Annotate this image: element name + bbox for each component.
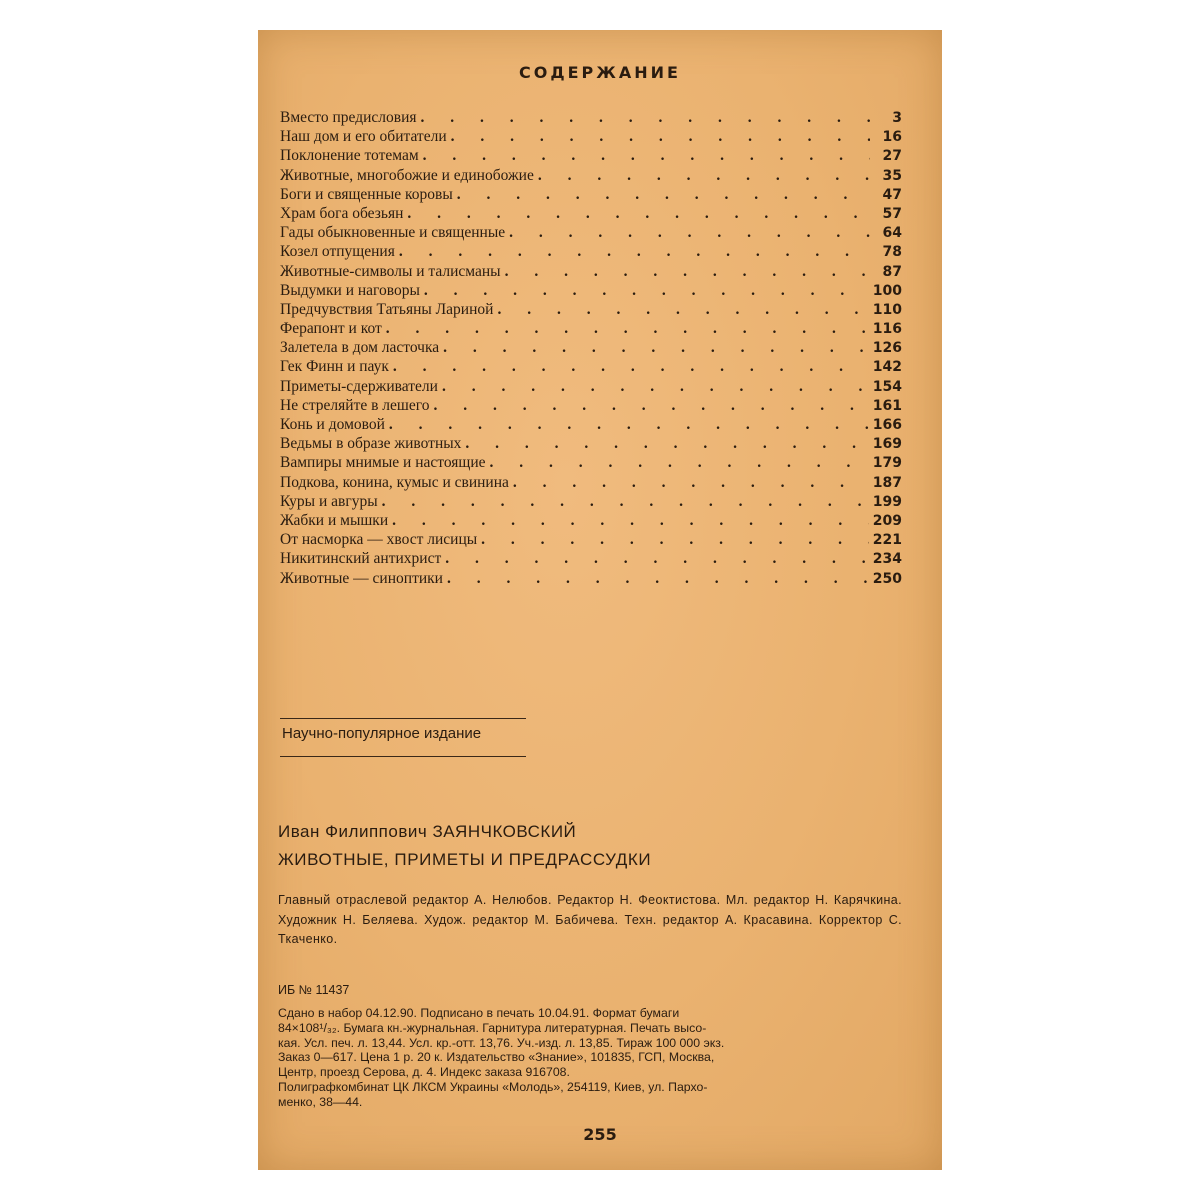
toc-entry-label: Вместо предисловия	[280, 109, 417, 126]
toc-entry-page: 110	[872, 301, 902, 318]
toc-entry-page: 3	[892, 110, 902, 126]
toc-entry-label: Козел отпущения	[280, 243, 395, 261]
toc-entry-label: Наш дом и его обитатели	[280, 128, 447, 146]
toc-leader-dots	[481, 530, 869, 549]
toc-entry-page: 199	[872, 493, 902, 510]
toc-entry-page: 234	[872, 551, 902, 568]
toc-entry-label: Выдумки и наговоры	[280, 281, 420, 299]
toc-leader-dots	[442, 377, 869, 396]
print-details	[278, 1006, 902, 1110]
toc-leader-dots	[497, 300, 868, 319]
toc-entry-label: Животные-символы и талисманы	[280, 262, 501, 280]
toc-leader-dots	[407, 204, 870, 223]
toc-entry-label: Залетела в дом ласточка	[280, 339, 440, 357]
toc-leader-dots	[538, 166, 870, 185]
toc-leader-dots	[421, 108, 871, 127]
toc-entry	[280, 569, 902, 588]
toc-entry-page: 78	[882, 244, 902, 261]
toc-entry-page: 16	[882, 129, 902, 146]
toc-entry-label: Боги и священные коровы	[280, 185, 453, 203]
toc-leader-dots	[399, 242, 870, 261]
toc-entry-page: 87	[882, 263, 902, 280]
toc-leader-dots	[447, 569, 869, 588]
editorial-credits: Главный отраслевой редактор А. Нелюбов. Редактор Н. Феоктистова. Мл. редактор Н. Карячкина. Художник Н. Беляева. Худож. редактор М. Бабичева. Техн. редактор А. Красавина. Корректор С. Ткаченко.	[278, 893, 902, 946]
toc-title: СОДЕРЖАНИЕ	[519, 63, 681, 82]
book-title: ЖИВОТНЫЕ, ПРИМЕТЫ И ПРЕДРАССУДКИ	[278, 850, 652, 869]
toc-entry	[280, 300, 902, 319]
toc-entry-label: Предчувствия Татьяны Лариной	[280, 300, 494, 318]
author-surname: ЗАЯНЧКОВСКИЙ	[432, 822, 577, 841]
toc-entry-page: 250	[872, 570, 902, 587]
toc-leader-dots	[433, 396, 868, 415]
toc-entry-label: Не стреляйте в лешего	[280, 396, 430, 414]
toc-entry-page: 209	[872, 512, 902, 529]
toc-entry-page: 142	[872, 359, 902, 376]
toc-entry-label: Приметы-сдерживатели	[280, 377, 438, 395]
print-details-line: Полиграфкомбинат ЦК ЛКСМ Украины «Молодь», 254119, Киев, ул. Пархо-	[278, 1079, 708, 1094]
toc-entry-label: Ферапонт и кот	[280, 320, 382, 338]
toc-entry-page: 166	[872, 417, 902, 433]
toc-entry-page: 154	[872, 378, 902, 395]
toc-entry-page: 57	[882, 205, 902, 222]
print-details-line: Заказ 0—617. Цена 1 р. 20 к. Издательство «Знание», 101835, ГСП, Москва,	[278, 1050, 715, 1065]
toc-entry	[280, 204, 902, 223]
toc-leader-dots	[505, 262, 870, 281]
toc-entry-page: 35	[882, 167, 902, 184]
toc-entry	[280, 319, 902, 338]
toc-entry-page: 64	[882, 225, 902, 242]
toc-entry-label: Гады обыкновенные и священные	[280, 224, 506, 242]
toc-entry	[280, 127, 902, 146]
toc-entry-page: 47	[882, 186, 902, 203]
toc-leader-dots	[393, 357, 869, 376]
toc-entry-page: 126	[872, 340, 902, 357]
print-details-line: 84×108¹/₃₂. Бумага кн.-журнальная. Гарнитура литературная. Печать высо-	[278, 1020, 707, 1035]
toc-leader-dots	[465, 434, 868, 453]
print-details-line: менко, 38—44.	[278, 1094, 363, 1109]
toc-entry-page: 187	[872, 474, 902, 491]
toc-leader-dots	[451, 127, 870, 146]
toc-leader-dots	[513, 473, 869, 492]
toc-entry-label: Гек Финн и паук	[280, 358, 389, 376]
toc-entry	[280, 242, 902, 261]
ib-number: ИБ № 11437	[278, 983, 350, 997]
toc-entry	[280, 262, 902, 281]
toc-entry	[280, 434, 902, 453]
toc-entry	[280, 549, 902, 568]
toc-entry	[280, 185, 902, 204]
print-details-line: кая. Усл. печ. л. 13,44. Усл. кр.-отт. 13,76. Уч.-изд. л. 13,85. Тираж 100 000 экз.	[278, 1035, 725, 1050]
book-page	[258, 30, 942, 1170]
toc-entry	[280, 146, 902, 165]
toc-leader-dots	[443, 338, 869, 357]
toc-list	[280, 108, 902, 588]
toc-entry	[280, 511, 902, 530]
toc-entry-label: Поклонение тотемам	[280, 147, 419, 165]
author-name: Иван Филиппович	[278, 822, 428, 841]
toc-entry-label: Никитинский антихрист	[280, 550, 442, 568]
toc-entry-page: 100	[872, 282, 902, 299]
bottom-rule	[280, 756, 526, 757]
toc-entry	[280, 415, 902, 434]
toc-leader-dots	[424, 281, 869, 300]
toc-entry	[280, 357, 902, 376]
print-details-line: Центр, проезд Серова, д. 4. Индекс заказа 916708.	[278, 1065, 570, 1080]
toc-entry-label: Животные, многобожие и единобожие	[280, 166, 534, 184]
toc-entry-page: 221	[872, 532, 902, 549]
toc-leader-dots	[382, 492, 869, 511]
toc-leader-dots	[392, 511, 869, 530]
toc-entry	[280, 530, 902, 549]
toc-entry-page: 116	[872, 321, 902, 338]
toc-leader-dots	[490, 453, 869, 472]
print-details-line: Сдано в набор 04.12.90. Подписано в печать 10.04.91. Формат бумаги	[278, 1006, 680, 1020]
toc-entry-label: Куры и авгуры	[280, 492, 378, 510]
toc-entry	[280, 377, 902, 396]
genre-label: Научно-популярное издание	[282, 725, 482, 742]
toc-entry	[280, 338, 902, 357]
toc-entry	[280, 223, 902, 242]
toc-entry-page: 169	[872, 436, 902, 453]
top-rule	[280, 718, 526, 719]
toc-leader-dots	[509, 223, 870, 242]
author-line	[278, 822, 576, 842]
toc-entry-label: Животные — синоптики	[280, 569, 443, 587]
page-number: 255	[583, 1125, 617, 1144]
toc-leader-dots	[457, 185, 870, 204]
toc-entry	[280, 396, 902, 415]
toc-entry-label: Ведьмы в образе животных	[280, 435, 462, 453]
toc-entry	[280, 281, 902, 300]
toc-entry-label: От насморка — хвост лисицы	[280, 531, 478, 549]
toc-entry-label: Вампиры мнимые и настоящие	[280, 454, 486, 472]
toc-entry	[280, 473, 902, 492]
toc-entry-page: 161	[872, 397, 902, 414]
toc-entry	[280, 108, 902, 127]
toc-leader-dots	[389, 415, 869, 434]
toc-leader-dots	[423, 146, 870, 165]
toc-leader-dots	[386, 319, 869, 338]
toc-entry-page: 179	[872, 455, 902, 472]
toc-entry	[280, 453, 902, 472]
toc-entry-label: Жабки и мышки	[280, 511, 389, 529]
toc-entry-page: 27	[882, 148, 902, 165]
toc-entry-label: Подкова, конина, кумыс и свинина	[280, 473, 509, 491]
toc-leader-dots	[445, 549, 869, 568]
toc-entry	[280, 166, 902, 185]
toc-entry-label: Храм бога обезьян	[280, 204, 404, 222]
toc-entry-label: Конь и домовой	[280, 416, 385, 433]
toc-entry	[280, 492, 902, 511]
